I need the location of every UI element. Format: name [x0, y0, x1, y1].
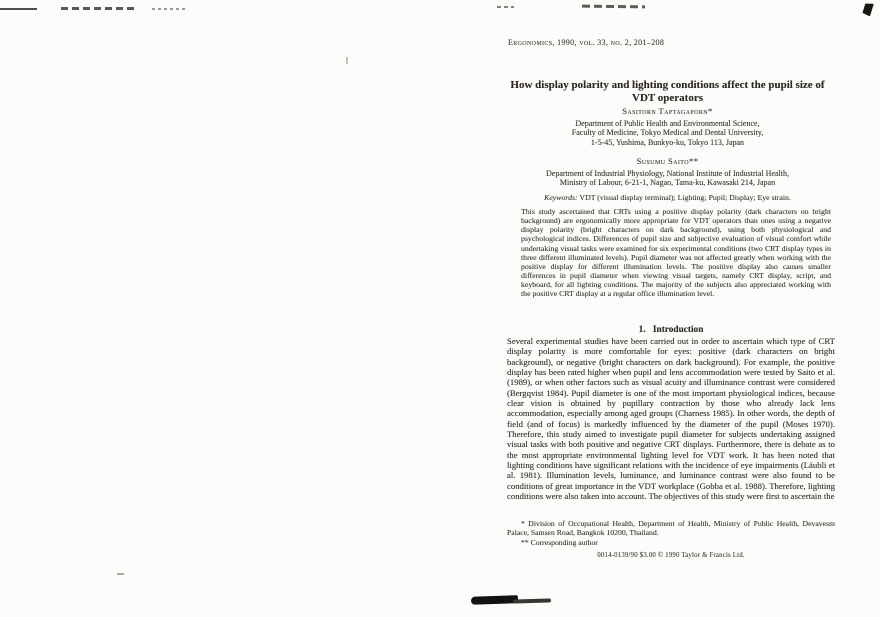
author-1-name: Sasitorn Taptagaporn* [622, 106, 713, 116]
abstract-paragraph: This study ascertained that CRTs using a positive display polarity (dark characters on bright background) are ergonomically more appropriate for VDT operators than ones using a negative display polarity (bright characters on dark background), using both physiological and psychological indices. Differences of pupil size and subjective evaluation of visual comfort while undertaking visual tasks were examined for six experimental conditions (two CRT display types in three different illuminated levels). Pupil diameter was not affected greatly when working with the positive display for different illumination levels. The positive display also causes smaller differences in pupil diameter when viewing visual targets, namely CRT display, script, and keyboard, for all lighting conditions. The majority of the subjects also appreciated working with the positive CRT display at a regular office illumination level. [521, 207, 831, 299]
scan-mark-top-left-line [0, 8, 37, 10]
scan-mark-bottom-smudge-tail [513, 598, 551, 603]
scan-mark-top-right-dashes [582, 5, 645, 8]
author-1-affiliation [495, 119, 840, 147]
scan-mark-top-left-dots [152, 8, 188, 10]
footnote-corresponding-author: ** Corresponding author [521, 537, 598, 547]
author-2-affiliation [495, 169, 840, 188]
scan-mark-bottom-smudge [471, 595, 518, 605]
paper-title [495, 79, 840, 104]
copyright-line: 0014-0139/90 $3.00 © 1990 Taylor & Francis Ltd. [597, 552, 745, 559]
scan-mark-top-left-dashes [61, 7, 135, 10]
author-2-name: Susumu Saito** [636, 156, 699, 166]
scan-mark-margin-tick [117, 573, 124, 575]
affiliation-line: Ministry of Labour, 6-21-1, Nagao, Tama-ku, Kawasaki 214, Japan [559, 178, 776, 188]
affiliation-line: Department of Public Health and Environmental Science, [575, 119, 760, 128]
scan-mark-top-center-dash [497, 6, 514, 8]
footnotes-block [507, 519, 835, 547]
journal-header-line: Ergonomics, 1990, vol. 33, no. 2, 201–208 [508, 38, 665, 47]
section-heading-introduction: 1. Introduction [638, 325, 704, 335]
affiliation-line: 1-5-45, Yushima, Bunkyo-ku, Tokyo 113, Japan [590, 137, 745, 147]
introduction-paragraph: Several experimental studies have been carried out in order to ascertain which type of CRT display polarity is more comfortable for eyes: positive (dark characters on bright background), or negative (bright characters on dark background). For example, the positive display has been rated higher when pupil and lens accommodation were tested by Saito et al. (1989), or when other factors such as visual acuity and illuminance contrast were considered (Bergqvist 1984). Pupil diameter is one of the most important physiological indices, because clear vision is obtained by pupillary contraction by those who already lack lens accommodation, especially among aged groups (Charness 1985). In other words, the depth of field (and of focus) is markedly influenced by the diameter of the pupil (Moses 1970). Therefore, this study aimed to investigate pupil diameter for subjects undertaking assigned visual tasks with both positive and negative CRT displays. Furthermore, there is debate as to the most appropriate environmental lighting level for VDT work. It has been noted that lighting conditions have significant relations with the incidence of eye impairments (Läubli et al. 1981). Illumination levels, luminance, and luminance contrast were also found to be conditions of great importance in the VDT workplace (Gobba et al. 1988). Therefore, lighting conditions were also taken into account. The objectives of this study were first to ascertain the [507, 336, 835, 502]
paper-title-line2: VDT operators [632, 91, 703, 104]
footnote-address: * Division of Occupational Health, Department of Health, Ministry of Public Health, Devavesm Palace, Samsen Road, Bangkok 10200, Thailand. [507, 519, 835, 538]
affiliation-line: Department of Industrial Physiology, National Institute of Industrial Health, [546, 169, 789, 178]
paper-title-line1: How display polarity and lighting conditions affect the pupil size of [510, 79, 825, 91]
scan-mark-faint [346, 57, 348, 64]
scan-mark-corner-blob [862, 2, 874, 16]
keywords-text: VDT (visual display terminal); Lighting; Pupil; Display; Eye strain. [577, 193, 791, 202]
keywords-label: Keywords: [544, 193, 578, 202]
affiliation-line: Faculty of Medicine, Tokyo Medical and Dental University, [571, 128, 764, 138]
keywords-line [495, 193, 840, 202]
